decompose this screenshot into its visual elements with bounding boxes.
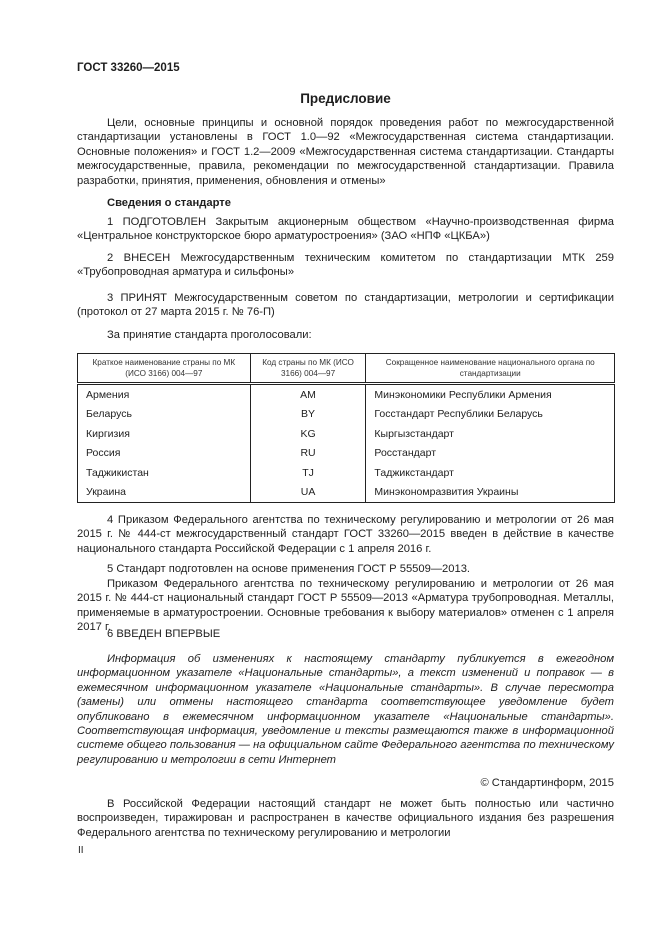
section-heading: Сведения о стандарте xyxy=(107,197,231,209)
country-name: Россия xyxy=(78,444,251,464)
country-name: Армения xyxy=(78,384,251,405)
country-code: AM xyxy=(250,384,366,405)
item-4-paragraph: 4 Приказом Федерального агентства по техническому регулированию и метрологии от 26 мая 2015 г. № 444-ст межгосударственный стандарт ГОСТ 33260—2015 введен в действие в качестве национального стандарта Российской Федерации с 1 апреля 2016 г. xyxy=(77,514,614,555)
country-code: UA xyxy=(250,483,366,503)
country-name: Киргизия xyxy=(78,424,251,444)
national-body: Кыргызстандарт xyxy=(366,424,615,444)
item-5-continuation: Приказом Федерального агентства по техническому регулированию и метрологии от 26 мая 2015 г. № 444-ст национальный стандарт ГОСТ Р 55509—2013 «Арматура трубопроводная. Металлы, применяемые в арматуростроении. Основные требования к выбору материалов» отменен с 1 апреля 2017 г. xyxy=(77,578,614,634)
country-code: BY xyxy=(250,405,366,425)
item-3-paragraph: 3 ПРИНЯТ Межгосударственным советом по стандартизации, метрологии и сертификации (протокол от 27 марта 2015 г. № 76-П) xyxy=(77,292,614,319)
table-header-row xyxy=(78,354,615,384)
page-number: II xyxy=(78,845,84,856)
table-row xyxy=(78,405,615,425)
copyright: © Стандартинформ, 2015 xyxy=(480,777,614,789)
header-national-body: Сокращенное наименование национального органа по стандартизации xyxy=(366,354,615,384)
country-code: TJ xyxy=(250,463,366,483)
table-row xyxy=(78,384,615,405)
national-body: Росстандарт xyxy=(366,444,615,464)
intro-paragraph: Цели, основные принципы и основной порядок проведения работ по межгосударственной стандартизации установлены в ГОСТ 1.0—92 «Межгосударственная система стандартизации. Основные положения» и ГОСТ 1.2—2009 «Межгосударственная система стандартизации. Стандарты межгосударственные, правила, рекомендации по межгосударственной стандартизации. Правила разработки, принятия, применения, обновления и отмены» xyxy=(77,117,614,187)
table-row xyxy=(78,463,615,483)
page-title: Предисловие xyxy=(300,91,391,106)
legal-notice: В Российской Федерации настоящий стандарт не может быть полностью или частично воспроизведен, тиражирован и распространен в качестве официального издания без разрешения Федерального агентства по техническому регулированию и метрологии xyxy=(77,798,614,839)
table-row xyxy=(78,444,615,464)
country-name: Таджикистан xyxy=(78,463,251,483)
national-body: Минэкономики Республики Армения xyxy=(366,384,615,405)
document-id: ГОСТ 33260—2015 xyxy=(77,62,180,74)
amendments-notice: Информация об изменениях к настоящему стандарту публикуется в ежегодном информационном указателе «Национальные стандарты», а текст изменений и поправок — в ежемесячном информационном указателе «Национальные стандарты». В случае пересмотра (замены) или отмены настоящего стандарта соответствующее уведомление будет опубликовано в ежемесячном информационном указателе «Национальные стандарты». Соответствующая информация, уведомление и тексты размещаются также в информационной системе общего пользования — на официальном сайте Федерального агентства по техническому регулированию и метрологии в сети Интернет xyxy=(77,653,614,766)
country-name: Украина xyxy=(78,483,251,503)
item-2-paragraph: 2 ВНЕСЕН Межгосударственным техническим комитетом по стандартизации МТК 259 «Трубопроводная арматура и сильфоны» xyxy=(77,252,614,279)
voting-table xyxy=(77,353,615,503)
header-country-name: Краткое наименование страны по МК (ИСО 3166) 004—97 xyxy=(78,354,251,384)
country-code: RU xyxy=(250,444,366,464)
national-body: Таджикстандарт xyxy=(366,463,615,483)
table-row xyxy=(78,424,615,444)
country-name: Беларусь xyxy=(78,405,251,425)
item-6-paragraph: 6 ВВЕДЕН ВПЕРВЫЕ xyxy=(107,628,221,640)
national-body: Госстандарт Республики Беларусь xyxy=(366,405,615,425)
item-5-paragraph: 5 Стандарт подготовлен на основе применения ГОСТ Р 55509—2013. xyxy=(107,563,471,575)
item-1-paragraph: 1 ПОДГОТОВЛЕН Закрытым акционерным обществом «Научно-производственная фирма «Центральное конструкторское бюро арматуростроения» (ЗАО «НПФ «ЦКБА») xyxy=(77,216,614,243)
table-row xyxy=(78,483,615,503)
national-body: Минэкономразвития Украины xyxy=(366,483,615,503)
header-country-code: Код страны по МК (ИСО 3166) 004—97 xyxy=(250,354,366,384)
country-code: KG xyxy=(250,424,366,444)
vote-intro: За принятие стандарта проголосовали: xyxy=(107,329,312,341)
